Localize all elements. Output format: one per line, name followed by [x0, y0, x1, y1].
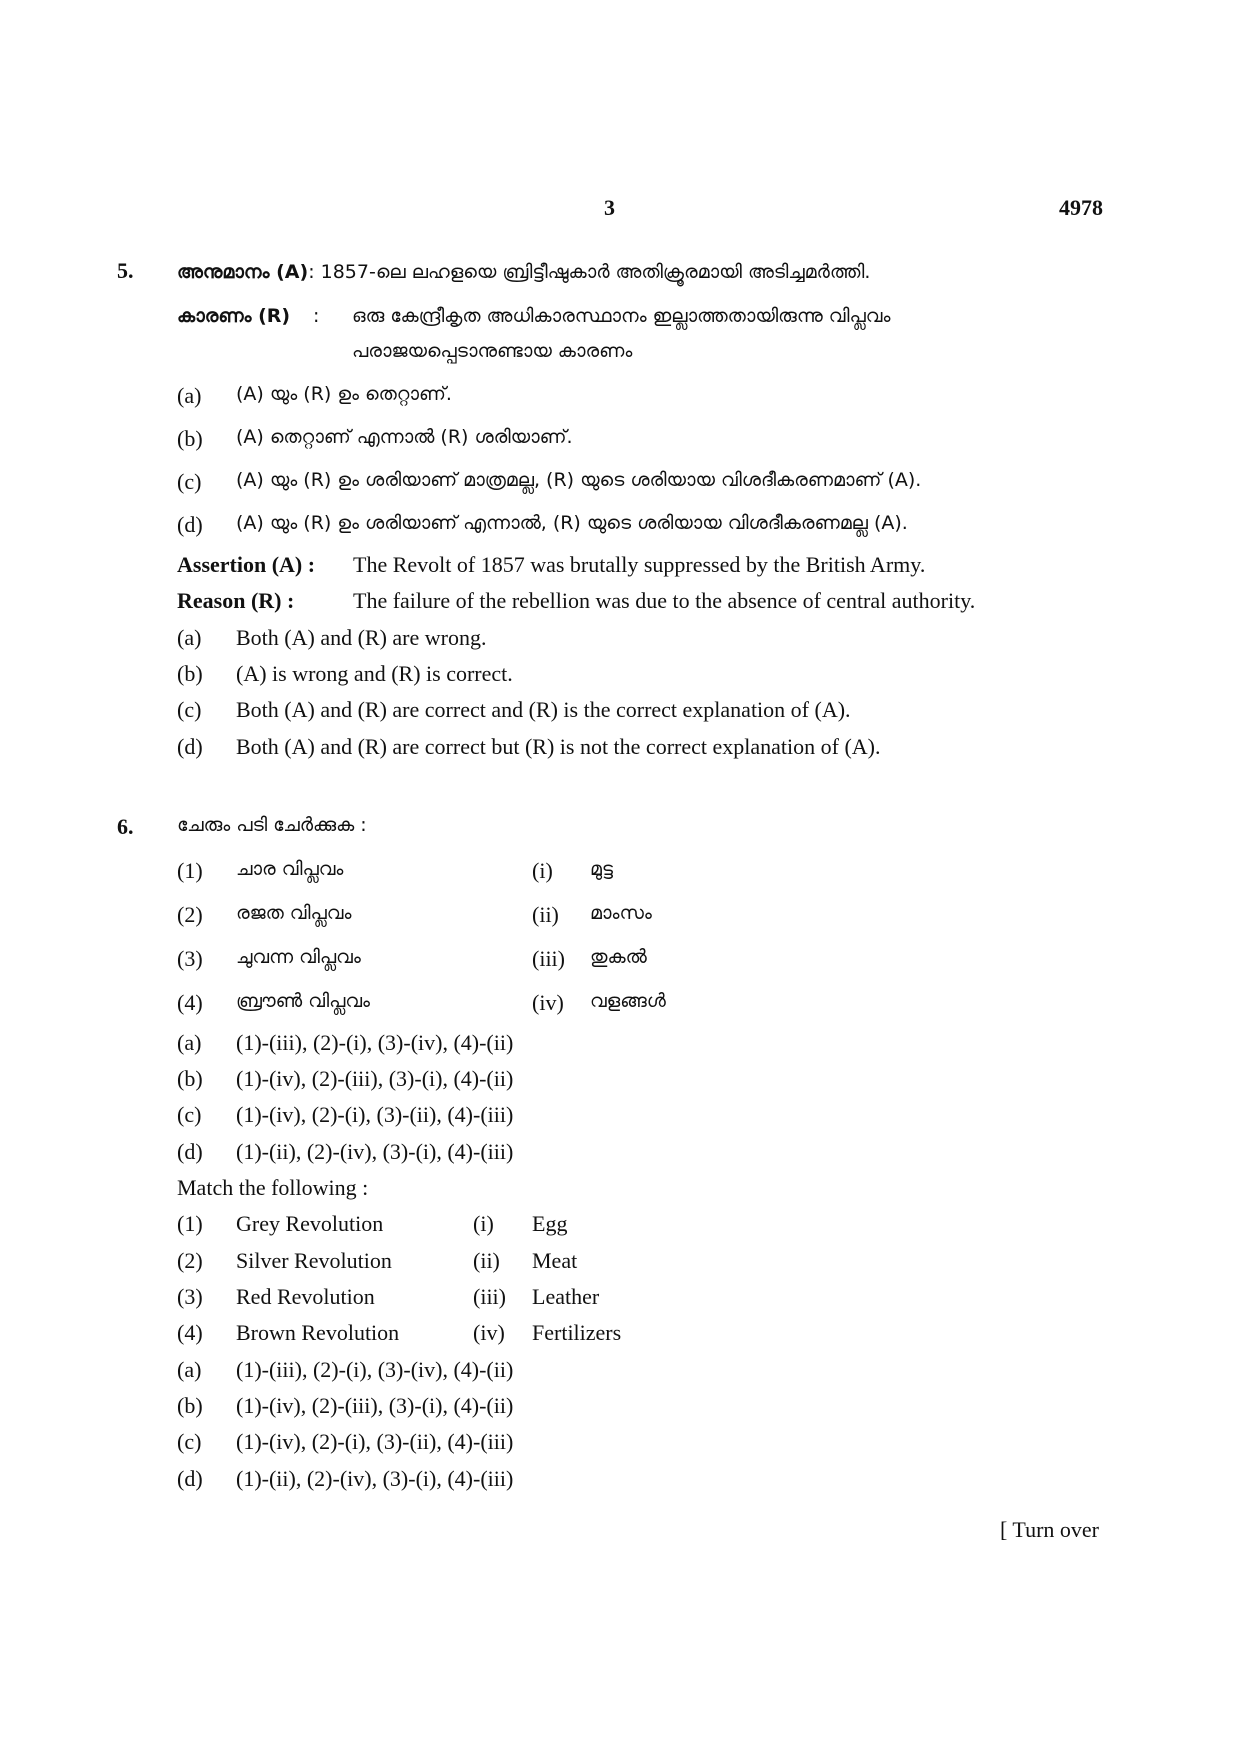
mal-match-option-label: (b) — [177, 1066, 203, 1091]
mal-pair-num: (2) — [177, 902, 203, 927]
en-pair-right: Egg — [532, 1211, 568, 1236]
mal-reason-line-2: പരാജയപ്പെടാനുണ്ടായ കാരണം — [352, 340, 633, 362]
mal-pair-left: ചുവന്ന വിപ്ലവം — [236, 946, 361, 968]
en-match-option-text: (1)-(ii), (2)-(iv), (3)-(i), (4)-(iii) — [236, 1466, 514, 1491]
mal-pair-right: വളങ്ങൾ — [590, 990, 666, 1012]
mal-match-instruction: ചേരും പടി ചേർക്കുക : — [177, 814, 367, 836]
en-reason-text: The failure of the rebellion was due to the absence of central authority. — [353, 588, 976, 613]
mal-reason-line-1: ഒരു കേന്ദ്രീകൃത അധികാരസ്ഥാനം ഇല്ലാത്തതായിരുന്നു വിപ്ലവം — [352, 305, 891, 327]
en-pair-rnum: (ii) — [473, 1248, 500, 1273]
mal-option-text: (A) യും (R) ഉം ശരിയാണ് മാത്രമല്ല, (R) യുടെ ശരിയായ വിശദീകരണമാണ് (A). — [236, 469, 922, 491]
mal-option-text: (A) യും (R) ഉം തെറ്റാണ്. — [236, 383, 452, 405]
mal-pair-left: ചാര വിപ്ലവം — [236, 858, 344, 880]
mal-match-option-text: (1)-(iv), (2)-(iii), (3)-(i), (4)-(ii) — [236, 1066, 514, 1091]
mal-assertion-text: : 1857-ലെ ലഹളയെ ബ്രിട്ടീഷുകാർ അതിക്രൂരമായി അടിച്ചമർത്തി. — [308, 261, 871, 283]
en-match-option-text: (1)-(iv), (2)-(iii), (3)-(i), (4)-(ii) — [236, 1393, 514, 1418]
mal-assertion — [177, 258, 870, 284]
en-match-instruction: Match the following : — [177, 1175, 369, 1200]
mal-match-option-text: (1)-(iii), (2)-(i), (3)-(iv), (4)-(ii) — [236, 1030, 514, 1055]
en-pair-rnum: (iii) — [473, 1284, 506, 1309]
en-assertion-text: The Revolt of 1857 was brutally suppressed by the British Army. — [353, 552, 926, 577]
en-pair-num: (2) — [177, 1248, 203, 1273]
en-option-text: Both (A) and (R) are correct and (R) is the correct explanation of (A). — [236, 697, 851, 722]
en-pair-right: Leather — [532, 1284, 600, 1309]
en-match-option-label: (d) — [177, 1466, 203, 1491]
en-match-option-label: (c) — [177, 1429, 202, 1454]
mal-match-option-text: (1)-(ii), (2)-(iv), (3)-(i), (4)-(iii) — [236, 1139, 514, 1164]
en-pair-left: Red Revolution — [236, 1284, 375, 1309]
en-pair-num: (3) — [177, 1284, 203, 1309]
en-match-option-label: (b) — [177, 1393, 203, 1418]
en-option-label: (b) — [177, 661, 203, 686]
mal-pair-rnum: (i) — [532, 858, 553, 883]
en-pair-left: Grey Revolution — [236, 1211, 384, 1236]
mal-reason-label: കാരണം (R) — [177, 305, 291, 327]
en-pair-rnum: (iv) — [473, 1320, 505, 1345]
paper-code: 4978 — [1059, 195, 1103, 220]
mal-pair-rnum: (iii) — [532, 946, 565, 971]
mal-pair-rnum: (ii) — [532, 902, 559, 927]
question-number-5: 5. — [117, 258, 134, 283]
en-reason-label: Reason (R) : — [177, 588, 295, 613]
mal-pair-num: (1) — [177, 858, 203, 883]
mal-pair-left: രജത വിപ്ലവം — [236, 902, 352, 924]
mal-match-option-label: (d) — [177, 1139, 203, 1164]
mal-match-option-label: (a) — [177, 1030, 202, 1055]
mal-match-option-text: (1)-(iv), (2)-(i), (3)-(ii), (4)-(iii) — [236, 1102, 514, 1127]
mal-reason-colon: : — [313, 305, 320, 327]
en-pair-num: (1) — [177, 1211, 203, 1236]
en-option-text: Both (A) and (R) are wrong. — [236, 625, 487, 650]
mal-option-text: (A) തെറ്റാണ് എന്നാൽ (R) ശരിയാണ്. — [236, 426, 573, 448]
mal-pair-num: (4) — [177, 990, 203, 1015]
turn-over-note: [ Turn over — [1000, 1517, 1100, 1542]
mal-pair-right: മുട്ട — [590, 858, 614, 880]
en-option-text: Both (A) and (R) are correct but (R) is not the correct explanation of (A). — [236, 734, 881, 759]
en-match-option-text: (1)-(iv), (2)-(i), (3)-(ii), (4)-(iii) — [236, 1429, 514, 1454]
mal-option-label: (a) — [177, 383, 202, 408]
en-option-label: (d) — [177, 734, 203, 759]
mal-pair-right: തുകൽ — [590, 946, 647, 968]
mal-pair-right: മാംസം — [590, 902, 652, 924]
en-option-label: (c) — [177, 697, 202, 722]
en-option-text: (A) is wrong and (R) is correct. — [236, 661, 513, 686]
mal-option-label: (b) — [177, 426, 203, 451]
mal-pair-rnum: (iv) — [532, 990, 564, 1015]
mal-pair-left: ബ്രൗൺ വിപ്ലവം — [236, 990, 371, 1012]
en-pair-rnum: (i) — [473, 1211, 494, 1236]
en-option-label: (a) — [177, 625, 202, 650]
en-match-option-text: (1)-(iii), (2)-(i), (3)-(iv), (4)-(ii) — [236, 1357, 514, 1382]
mal-match-option-label: (c) — [177, 1102, 202, 1127]
mal-pair-num: (3) — [177, 946, 203, 971]
en-pair-right: Fertilizers — [532, 1320, 622, 1345]
mal-option-label: (d) — [177, 512, 203, 537]
en-pair-left: Silver Revolution — [236, 1248, 392, 1273]
mal-assertion-label: അനുമാനം (A) — [177, 261, 309, 283]
en-pair-left: Brown Revolution — [236, 1320, 400, 1345]
page-number: 3 — [604, 195, 615, 220]
en-match-option-label: (a) — [177, 1357, 202, 1382]
mal-option-text: (A) യും (R) ഉം ശരിയാണ് എന്നാൽ, (R) യുടെ ശരിയായ വിശദീകരണമല്ല (A). — [236, 512, 908, 534]
en-assertion-label: Assertion (A) : — [177, 552, 316, 577]
en-pair-num: (4) — [177, 1320, 203, 1345]
en-pair-right: Meat — [532, 1248, 578, 1273]
question-number-6: 6. — [117, 814, 134, 839]
mal-option-label: (c) — [177, 469, 202, 494]
